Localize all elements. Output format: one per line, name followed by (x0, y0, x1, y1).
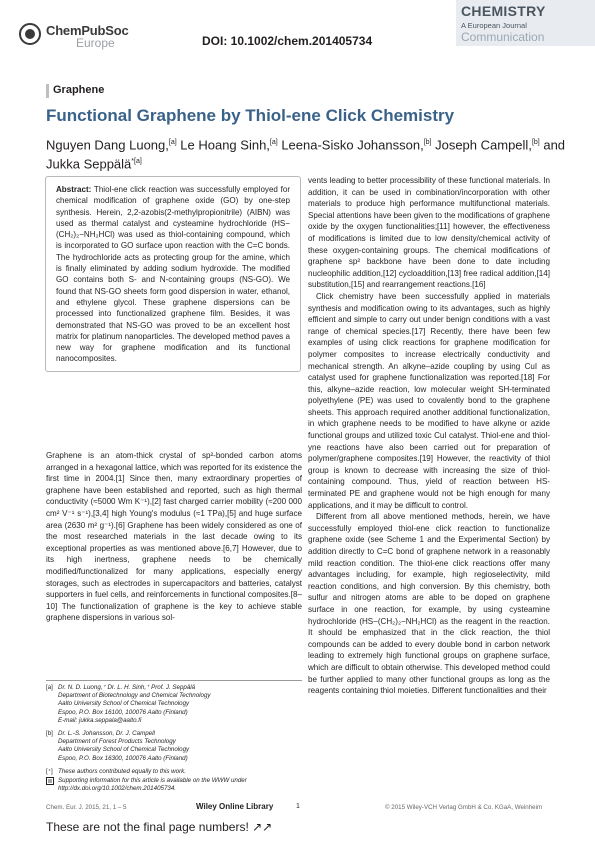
author-name: Nguyen Dang Luong, (46, 137, 169, 153)
page-number: 1 (296, 803, 300, 810)
section-bar (46, 84, 49, 98)
supporting-info-text[interactable]: Supporting information for this article is available on the WWW under http://dx.doi.org/10.1002/chem.201405734. (58, 777, 247, 793)
doi[interactable]: DOI: 10.1002/chem.201405734 (202, 34, 373, 48)
not-final-notice: These are not the final page numbers! ↗↗ (46, 820, 273, 834)
article-title: Functional Graphene by Thiol-ene Click Chemistry (46, 106, 455, 125)
abstract-label: Abstract: (56, 185, 92, 194)
equal-contribution-note (46, 768, 302, 776)
wiley-online-library-logo: Wiley Online Library (196, 802, 274, 811)
affiliation-names: Dr. N. D. Luong,⁺ Dr. L. H. Sinh,⁺ Prof. J. Seppälä (58, 684, 196, 691)
publisher-logo (18, 20, 168, 50)
affiliation-mark: [b] (531, 139, 540, 146)
affiliation-address: Espoo, P.O. Box 16100, 100076 Aalto (Finland) (58, 708, 188, 716)
affiliation-mark: [b] (423, 139, 432, 146)
abstract-box (45, 176, 301, 372)
affiliation-university: Aalto University School of Chemical Technology (58, 746, 190, 754)
affiliation-label: [a] (46, 684, 53, 691)
body-paragraph: vents leading to better processibility of these functional materials. In addition, it can be used in combination/incorporation with other materials to produce high performance multifunctional materials. Special attentions have been given to the modifications of graphene oxide by the oxygen functionalities;[11] however, the effectiveness of modifications is limited due to low density/chemical activity of these oxygen-containing groups. The chemical modifications of graphene sp² backbone have been done to date including nucleophilic addition,[12] cycloaddition,[13] free radical addition,[14] substitution,[15] and rearrangement reactions.[16] (308, 176, 550, 290)
journal-banner (456, 0, 595, 46)
affiliation-department: Department of Biotechnology and Chemical Technology (58, 692, 211, 700)
logo-line1: ChemPubSoc (46, 23, 129, 38)
supporting-info-icon (46, 777, 54, 788)
affiliation-university: Aalto University School of Chemical Technology (58, 700, 190, 708)
journal-subtitle: A European Journal (461, 21, 527, 30)
chempubsoc-logo-icon (18, 22, 42, 46)
copyright: © 2015 Wiley-VCH Verlag GmbH & Co. KGaA, Weinheim (385, 804, 543, 811)
body-paragraph: Click chemistry have been successfully applied in materials synthesis and modification owing to its advantages, such as highly efficient and simple to carry out under benign conditions with a vast range of chemical species.[17] Recently, there have been few examples of using click reactions for graphene modification for polymer composites to increase electrically conductivity and mechanical strength. An alkyne–azide coupling by using CuI as catalyst used for graphene functionalization was reported.[18] For this, alkyne–azide reaction, low molecular weight SH-terminated polyethylene (PE) was used to covalently bond to the graphene sheets. This approach required another additional functionalization, in which graphene needs to be modified to have alkyne or azide functional groups and utilized toxic CuI catalyst. Thiol-ene and thiol-yne reactions have also been carried out for preparation of polymer/graphene composites.[19] However, the reactivity of thiol group is known to decrease with increasing the size of thiol-containing compound. Thus, yield of reaction between HS-terminated PE and graphene would not be high enough for many applications, and it may be difficult to control. (308, 291, 550, 510)
author-name: Leena-Sisko Johansson, (277, 137, 424, 153)
left-column (46, 450, 302, 624)
citation: Chem. Eur. J. 2015, 21, 1 – 5 (46, 804, 127, 811)
journal-section: Communication (461, 30, 545, 44)
supporting-info-note (46, 777, 302, 793)
section-label: Graphene (53, 84, 105, 96)
affiliation-department: Department of Forest Products Technology (58, 738, 176, 746)
affiliation-mark: [a] (168, 139, 177, 146)
author-conjunction: and (539, 137, 566, 153)
footnote-label: [⁺] (46, 768, 53, 775)
affiliation-names: Dr. L.-S. Johansson, Dr. J. Campell (58, 730, 155, 737)
body-paragraph: Graphene is an atom-thick crystal of sp²-bonded carbon atoms arranged in a hexagonal lattice, which was reported for its existence the first time in 2004.[1] Since then, many extraordinary properties of graphene have been established and reported, such as high thermal conductivity (≈5000 Wm K⁻¹),[2] fast charged carrier mobility (≈200 000 cm² V⁻¹ s⁻¹),[3,4] high Young's modulus (≈1 TPa),[5] and huge surface area (2630 m² g⁻¹).[6] Graphene has been widely considered as one of the most researched materials in the last decade owing to its exceptional properties as was mentioned above.[6,7] However, due to its high inertness, graphene needs to be chemically modified/functionalized for many applications, especially energy storages, such as electrodes in supercapacitors and batteries, catalyst supporters in fuel cells, and reinforcements in functional composites.[8–10] The functionalization of graphene is the key to achieve stable graphene dispersions in various sol- (46, 451, 302, 623)
affiliation-b (46, 730, 302, 763)
footnote-divider (46, 680, 302, 681)
logo-line2: Europe (76, 36, 115, 50)
affiliation-label: [b] (46, 730, 53, 737)
abstract-text: Thiol-ene click reaction was successfully employed for chemical modification of graphene oxide (GO) by one-step synthesis. Herein, 2,2-azobis(2-methylpropionitrile) (AIBN) was used as thermal catalyst and cysteamine hydrochloride (HS−(CH₂)₂−NH₂HCl) was used as thiol-containing compound, which is incorporated to GO surface upon reaction with the C=C bonds. The hydrochloride acts as protecting group for the amine, which is finally eliminated by adding sodium hydroxide. The modified GO contains both S- and N-containing groups (NS-GO). We found that NS-GO sheets form good dispersion in water, ethanol, and ethylene glycol. These graphene dispersions can be processed into functionalized graphene film. Besides, it was demonstrated that NS-GO was proved to be an excellent host matrix for platinum nanoparticles. The developed method paves a new way for graphene modification and its functional nanocomposites. (56, 185, 290, 364)
author-name: Jukka Seppälä (46, 156, 132, 172)
footnote-text: These authors contributed equally to this work. (58, 768, 186, 775)
affiliation-a (46, 684, 302, 725)
author-name: Joseph Campell, (431, 137, 532, 153)
journal-title: CHEMISTRY (461, 3, 546, 19)
author-list (46, 134, 566, 173)
author-name: Le Hoang Sinh, (176, 137, 270, 153)
affiliation-address: Espoo, P.O. Box 16300, 100076 Aalto (Finland) (58, 754, 188, 762)
affiliation-mark: *[a] (131, 158, 142, 166)
right-column (308, 175, 550, 697)
abstract-paragraph (56, 184, 290, 365)
corresponding-email[interactable]: E-mail: jukka.seppala@aalto.fi (58, 716, 142, 724)
affiliation-mark: [a] (269, 139, 278, 146)
body-paragraph: Different from all above mentioned methods, herein, we have successfully employed thiol-ene click reaction to functionalize graphene oxide (see Scheme 1 and the Experimental Section) by addition directly to C=C bond of graphene network in a reasonably mild reaction condition. The thiol-ene click reactions offer many advantages including, for example, high regioselectivity, mild reaction conditions, and high conversion. By this chemistry, both sulfur and nitrogen atoms are able to be doped on graphene surface in one reaction, for example, by using cysteamine hydrochloride (HS−(CH₂)₂−NH₂HCl) as the reagent in the reaction. It should be emphasized that in the click reaction, the thiol compounds can be added to every double bond in carbon network leading to extremely high functional groups on graphene surface, which are difficult to obtain otherwise. This developed method could be further applied to many other functional groups as long as the reagents containing thiol moieties. Different functionalities and their (308, 512, 550, 696)
